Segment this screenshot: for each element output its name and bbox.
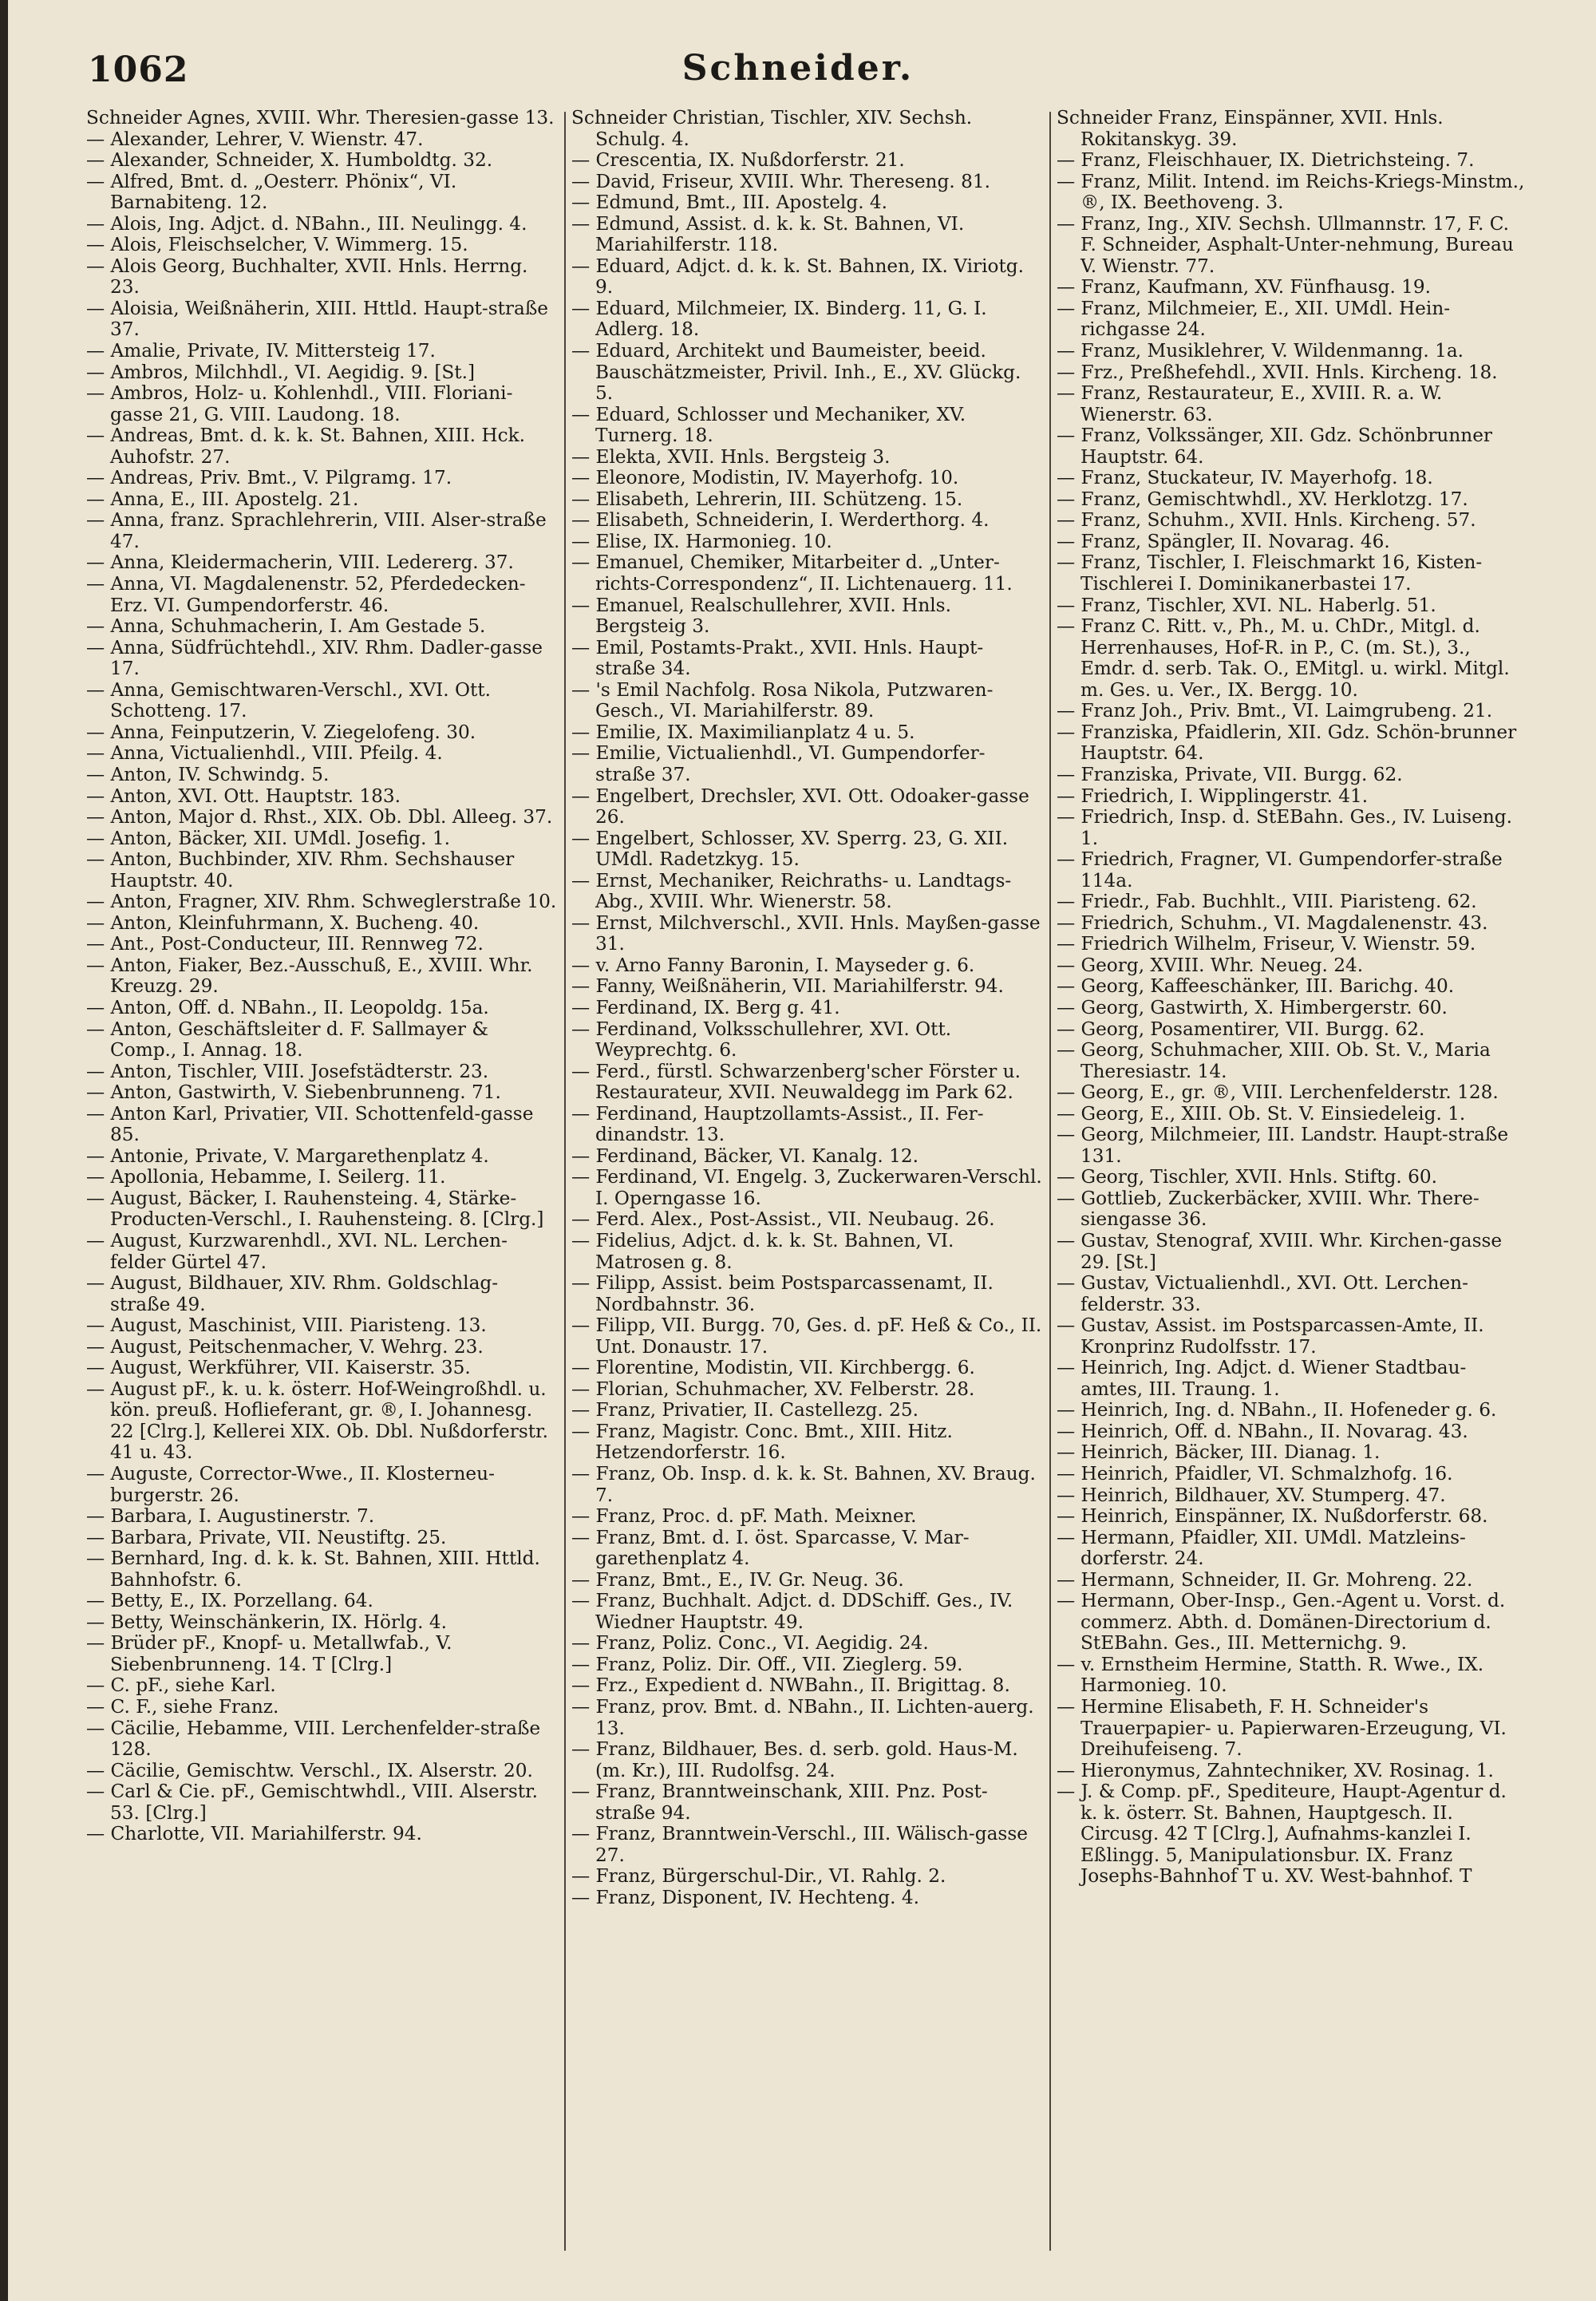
directory-entry: — Franz, Disponent, IV. Hechteng. 4.: [571, 1886, 919, 1908]
directory-entry: — J. & Comp. pF., Spediteure, Haupt-Agentur d. k. k. österr. St. Bahnen, Hauptgesch. II. Circusg. 42 T [Clrg.], Aufnahms-kanzlei I. Eßlingg. 5, Manipulationsbur. IX. Franz Josephs-Bahnhof T u. XV. West-bahnhof. T: [1057, 1781, 1507, 1888]
directory-entry: — Franz, Poliz. Conc., VI. Aegidig. 24.: [571, 1632, 929, 1655]
directory-entry: — Hermine Elisabeth, F. H. Schneider's Trauerpapier- u. Papierwaren-Erzeugung, VI. Dreihufeiseng. 7.: [1057, 1696, 1507, 1761]
directory-entry: — Franz Joh., Priv. Bmt., VI. Laimgrubeng. 21.: [1057, 700, 1493, 722]
directory-entry: — Franz, Gemischtwhdl., XV. Herklotzg. 17.: [1057, 488, 1468, 510]
directory-entry: — Fanny, Weißnäherin, VII. Mariahilferstr. 94.: [571, 975, 1004, 998]
directory-entry: — Franz, Bmt., E., IV. Gr. Neug. 36.: [571, 1568, 904, 1591]
directory-entry: — Florentine, Modistin, VII. Kirchbergg. 6.: [571, 1357, 975, 1379]
directory-entry: — Anna, Kleidermacherin, VIII. Ledererg. 37.: [86, 552, 514, 574]
directory-entry: — Friedrich, Insp. d. StEBahn. Ges., IV. Luiseng. 1.: [1057, 806, 1513, 849]
directory-entry: — Frz., Preßhefehdl., XVII. Hnls. Kircheng. 18.: [1057, 361, 1498, 383]
directory-entry: — Heinrich, Ing. d. NBahn., II. Hofeneder g. 6.: [1057, 1399, 1497, 1421]
directory-entry: — Betty, E., IX. Porzellang. 64.: [86, 1590, 373, 1612]
directory-entry: — August pF., k. u. k. österr. Hof-Weingroßhdl. u. kön. preuß. Hoflieferant, gr. ®, I. Johannesg. 22 [Clrg.], Kellerei XIX. Ob. Dbl. Nußdorferstr. 41 u. 43.: [86, 1378, 548, 1464]
directory-entry: — Franz, Buchhalt. Adjct. d. DDSchiff. Ges., IV. Wiedner Hauptstr. 49.: [571, 1590, 1013, 1633]
directory-entry: — Alexander, Lehrer, V. Wienstr. 47.: [86, 128, 424, 150]
directory-entry: — Franz, Branntweinschank, XIII. Pnz. Post-straße 94.: [571, 1781, 988, 1824]
column-rule: [1049, 112, 1051, 2251]
directory-entry: — Franz, Fleischhauer, IX. Dietrichsteing. 7.: [1057, 149, 1475, 172]
directory-entry: — Ernst, Milchverschl., XVII. Hnls. Mayßen-gasse 31.: [571, 911, 1041, 955]
directory-entry: — Georg, Milchmeier, III. Landstr. Haupt-straße 131.: [1057, 1124, 1509, 1167]
directory-entry: — Franz, Milit. Intend. im Reichs-Kriegs-Minstm., ®, IX. Beethoveng. 3.: [1057, 170, 1525, 214]
directory-entry: — Filipp, VII. Burgg. 70, Ges. d. pF. Heß & Co., II. Unt. Donaustr. 17.: [571, 1315, 1042, 1358]
directory-entry: — Franz, Branntwein-Verschl., III. Wälisch-gasse 27.: [571, 1823, 1028, 1866]
directory-entry: — Cäcilie, Hebamme, VIII. Lerchenfelder-straße 128.: [86, 1717, 541, 1761]
directory-entry: — Emilie, Victualienhdl., VI. Gumpendorfer-straße 37.: [571, 742, 986, 785]
directory-entry: — Antonie, Private, V. Margarethenplatz 4.: [86, 1145, 489, 1167]
directory-entry: — Ant., Post-Conducteur, III. Rennweg 72.: [86, 933, 484, 955]
directory-entry: — Ferdinand, Hauptzollamts-Assist., II. Fer-dinandstr. 13.: [571, 1102, 984, 1146]
directory-entry: — v. Ernstheim Hermine, Statth. R. Wwe., IX. Harmonieg. 10.: [1057, 1653, 1484, 1697]
directory-entry: — Auguste, Corrector-Wwe., II. Klosterneu-burgerstr. 26.: [86, 1463, 495, 1506]
directory-entry: — C. F., siehe Franz.: [86, 1696, 279, 1718]
directory-entry: — Emanuel, Realschullehrer, XVII. Hnls. Bergsteig 3.: [571, 594, 951, 638]
directory-entry: — Andreas, Bmt. d. k. k. St. Bahnen, XIII. Hck. Auhofstr. 27.: [86, 425, 526, 468]
directory-entry: — Eduard, Adjct. d. k. k. St. Bahnen, IX. Viriotg. 9.: [571, 255, 1024, 298]
directory-entry: Schneider Christian, Tischler, XIV. Sechsh. Schulg. 4.: [571, 107, 973, 150]
directory-entry: — Frz., Expedient d. NWBahn., II. Brigittag. 8.: [571, 1674, 1010, 1697]
directory-entry: — Elekta, XVII. Hnls. Bergsteig 3.: [571, 445, 891, 468]
directory-entry: — Engelbert, Schlosser, XV. Sperrg. 23, G. XII. UMdl. Radetzkyg. 15.: [571, 827, 1009, 871]
directory-entry: — Engelbert, Drechsler, XVI. Ott. Odoaker-gasse 26.: [571, 785, 1029, 828]
directory-entry: — Elise, IX. Harmonieg. 10.: [571, 530, 832, 552]
directory-entry: — Franziska, Private, VII. Burgg. 62.: [1057, 763, 1403, 785]
directory-entry: — Barbara, I. Augustinerstr. 7.: [86, 1505, 375, 1528]
directory-entry: — Anton, Major d. Rhst., XIX. Ob. Dbl. Alleeg. 37.: [86, 806, 553, 828]
directory-entry: — Franz, Ing., XIV. Sechsh. Ullmannstr. 17, F. C. F. Schneider, Asphalt-Unter-nehmung, Bureau V. Wienstr. 77.: [1057, 212, 1514, 277]
directory-entry: — Eleonore, Modistin, IV. Mayerhofg. 10.: [571, 467, 959, 489]
directory-entry: — Andreas, Priv. Bmt., V. Pilgramg. 17.: [86, 467, 452, 489]
directory-entry: — August, Bildhauer, XIV. Rhm. Goldschlag-straße 49.: [86, 1272, 499, 1315]
directory-entry: — Edmund, Assist. d. k. k. St. Bahnen, VI. Mariahilferstr. 118.: [571, 212, 965, 256]
directory-entry: — Amalie, Private, IV. Mittersteig 17.: [86, 340, 436, 362]
directory-entry: — Heinrich, Bäcker, III. Dianag. 1.: [1057, 1441, 1381, 1464]
directory-entry: — Alfred, Bmt. d. „Oesterr. Phönix“, VI. Barnabiteng. 12.: [86, 170, 457, 214]
directory-entry: — Apollonia, Hebamme, I. Seilerg. 11.: [86, 1166, 446, 1188]
directory-entry: — Aloisia, Weißnäherin, XIII. Httld. Haupt-straße 37.: [86, 297, 549, 341]
directory-entry: — C. pF., siehe Karl.: [86, 1674, 276, 1697]
directory-entry: — Gustav, Stenograf, XVIII. Whr. Kirchen-gasse 29. [St.]: [1057, 1229, 1503, 1273]
directory-entry: — Anton, Kleinfuhrmann, X. Bucheng. 40.: [86, 911, 480, 934]
directory-entry: — Anton, Fiaker, Bez.-Ausschuß, E., XVIII. Whr. Kreuzg. 29.: [86, 954, 533, 998]
directory-entry: — Ambros, Milchhdl., VI. Aegidig. 9. [St.]: [86, 361, 475, 383]
directory-entry: — Franziska, Pfaidlerin, XII. Gdz. Schön-brunner Hauptstr. 64.: [1057, 721, 1517, 765]
directory-entry: — August, Bäcker, I. Rauhensteing. 4, Stärke-Producten-Verschl., I. Rauhensteing. 8. [Clrg.]: [86, 1187, 544, 1231]
left-page-edge: [0, 0, 8, 2301]
directory-entry: — Gustav, Assist. im Postsparcassen-Amte, II. Kronprinz Rudolfsstr. 17.: [1057, 1315, 1484, 1358]
directory-entry: — Hermann, Schneider, II. Gr. Mohreng. 22.: [1057, 1568, 1473, 1591]
directory-entry: — Franz, Ob. Insp. d. k. k. St. Bahnen, XV. Braug. 7.: [571, 1463, 1036, 1506]
directory-entry: — Franz, Bildhauer, Bes. d. serb. gold. Haus-M. (m. Kr.), III. Rudolfsg. 24.: [571, 1738, 1018, 1781]
directory-entry: — Ferd. Alex., Post-Assist., VII. Neubaug. 26.: [571, 1208, 995, 1231]
directory-entry: — Eduard, Schlosser und Mechaniker, XV. Turnerg. 18.: [571, 403, 966, 447]
directory-entry: — Franz, Bürgerschul-Dir., VI. Rahlg. 2.: [571, 1865, 946, 1888]
directory-entry: — Georg, Posamentirer, VII. Burgg. 62.: [1057, 1018, 1425, 1040]
page-heading: Schneider.: [681, 48, 915, 89]
directory-entry: — Friedrich, Schuhm., VI. Magdalenenstr. 43.: [1057, 911, 1488, 934]
directory-entry: — Alois Georg, Buchhalter, XVII. Hnls. Herrng. 23.: [86, 255, 528, 298]
directory-entry: — Franz, prov. Bmt. d. NBahn., II. Lichten-auerg. 13.: [571, 1696, 1034, 1739]
directory-entry: — Brüder pF., Knopf- u. Metallwfab., V. Siebenbrunneng. 14. T [Clrg.]: [86, 1632, 452, 1675]
directory-entry: — Georg, E., XIII. Ob. St. V. Einsiedeleig. 1.: [1057, 1102, 1466, 1125]
directory-entry: — Franz, Proc. d. pF. Math. Meixner.: [571, 1505, 917, 1528]
page-number: 1062: [88, 49, 189, 90]
column-1: [86, 108, 557, 1845]
directory-entry: — Franz, Privatier, II. Castellezg. 25.: [571, 1399, 919, 1421]
directory-entry: — Alexander, Schneider, X. Humboldtg. 32.: [86, 149, 493, 172]
directory-entry: — Franz, Kaufmann, XV. Fünfhausg. 19.: [1057, 276, 1432, 298]
directory-entry: — Betty, Weinschänkerin, IX. Hörlg. 4.: [86, 1611, 448, 1633]
directory-entry: — Anna, Victualienhdl., VIII. Pfeilg. 4.: [86, 742, 443, 765]
directory-entry: — Anton, IV. Schwindg. 5.: [86, 763, 330, 785]
directory-entry: — Anton, Bäcker, XII. UMdl. Josefig. 1.: [86, 827, 450, 849]
directory-entry: — Anton, Geschäftsleiter d. F. Sallmayer & Comp., I. Annag. 18.: [86, 1018, 488, 1062]
directory-entry: — Elisabeth, Lehrerin, III. Schützeng. 15.: [571, 488, 963, 510]
directory-entry: — Franz, Magistr. Conc. Bmt., XIII. Hitz. Hetzendorferstr. 16.: [571, 1420, 953, 1464]
directory-entry: — Franz, Bmt. d. I. öst. Sparcasse, V. Mar-garethenplatz 4.: [571, 1526, 970, 1570]
directory-entry: — Carl & Cie. pF., Gemischtwhdl., VIII. Alserstr. 53. [Clrg.]: [86, 1781, 538, 1824]
directory-entry: — Franz, Tischler, I. Fleischmarkt 16, Kisten-Tischlerei I. Dominikanerbastei 17.: [1057, 552, 1483, 595]
directory-entry: — Eduard, Architekt und Baumeister, beeid. Bauschätzmeister, Privil. Inh., E., XV. Glückg. 5.: [571, 340, 1021, 405]
directory-entry: Schneider Franz, Einspänner, XVII. Hnls. Rokitanskyg. 39.: [1057, 107, 1444, 150]
directory-entry: — Friedr., Fab. Buchhlt., VIII. Piaristeng. 62.: [1057, 891, 1477, 913]
directory-entry: — Franz, Tischler, XVI. NL. Haberlg. 51.: [1057, 594, 1436, 616]
directory-entry: — Franz C. Ritt. v., Ph., M. u. ChDr., Mitgl. d. Herrenhauses, Hof-R. in P., C. (m. St.), 3., Emdr. d. serb. Tak. O., EMitgl. u. wirkl. Mitgl. m. Ges. u. Ver., IX. Bergg. 10.: [1057, 615, 1510, 701]
directory-entry: — Filipp, Assist. beim Postsparcassenamt, II. Nordbahnstr. 36.: [571, 1272, 994, 1315]
directory-entry: Schneider Agnes, XVIII. Whr. Theresien-gasse 13.: [86, 107, 555, 128]
directory-entry: — Emilie, IX. Maximilianplatz 4 u. 5.: [571, 721, 915, 743]
directory-entry: — Georg, Schuhmacher, XIII. Ob. St. V., Maria Theresiastr. 14.: [1057, 1039, 1491, 1082]
directory-entry: — Ferd., fürstl. Schwarzenberg'scher Förster u. Restaurateur, XVII. Neuwaldegg im Park 62.: [571, 1060, 1021, 1104]
directory-entry: — Alois, Fleischselcher, V. Wimmerg. 15.: [86, 234, 468, 256]
directory-entry: — Alois, Ing. Adjct. d. NBahn., III. Neulingg. 4.: [86, 212, 527, 235]
directory-entry: — Anton, XVI. Ott. Hauptstr. 183.: [86, 785, 401, 807]
directory-entry: — Emil, Postamts-Prakt., XVII. Hnls. Haupt-straße 34.: [571, 636, 984, 680]
column-2: [571, 108, 1042, 1908]
directory-entry: — Anton, Off. d. NBahn., II. Leopoldg. 15a.: [86, 996, 489, 1018]
directory-entry: — Florian, Schuhmacher, XV. Felberstr. 28.: [571, 1378, 975, 1400]
directory-entry: — Franz, Schuhm., XVII. Hnls. Kircheng. 57.: [1057, 509, 1476, 532]
directory-entry: — August, Werkführer, VII. Kaiserstr. 35.: [86, 1357, 471, 1379]
column-3: [1057, 108, 1527, 1888]
directory-entry: — Anton, Gastwirth, V. Siebenbrunneng. 71.: [86, 1081, 501, 1104]
directory-entry: — Hermann, Pfaidler, XII. UMdl. Matzleins-dorferstr. 24.: [1057, 1526, 1466, 1570]
directory-entry: — Ferdinand, Bäcker, VI. Kanalg. 12.: [571, 1145, 919, 1167]
directory-entry: — August, Maschinist, VIII. Piaristeng. 13.: [86, 1315, 487, 1337]
directory-entry: — Georg, Tischler, XVII. Hnls. Stiftg. 60.: [1057, 1166, 1438, 1188]
directory-entry: — Heinrich, Off. d. NBahn., II. Novarag. 43.: [1057, 1420, 1468, 1442]
directory-entry: — Georg, Kaffeeschänker, III. Barichg. 40.: [1057, 975, 1455, 998]
column-rule: [564, 112, 566, 2251]
directory-entry: — Anton Karl, Privatier, VII. Schottenfeld-gasse 85.: [86, 1102, 534, 1146]
directory-entry: — Franz, Volkssänger, XII. Gdz. Schönbrunner Hauptstr. 64.: [1057, 425, 1493, 468]
directory-entry: — Cäcilie, Gemischtw. Verschl., IX. Alserstr. 20.: [86, 1759, 533, 1781]
directory-entry: — Friedrich, I. Wipplingerstr. 41.: [1057, 785, 1369, 807]
directory-entry: — Anna, VI. Magdalenenstr. 52, Pferdedecken-Erz. VI. Gumpendorferstr. 46.: [86, 573, 526, 616]
directory-entry: — Friedrich Wilhelm, Friseur, V. Wienstr. 59.: [1057, 933, 1476, 955]
directory-entry: — August, Peitschenmacher, V. Wehrg. 23.: [86, 1335, 484, 1358]
directory-entry: — Fidelius, Adjct. d. k. k. St. Bahnen, VI. Matrosen g. 8.: [571, 1229, 954, 1273]
directory-entry: — Franz, Stuckateur, IV. Mayerhofg. 18.: [1057, 467, 1433, 489]
directory-entry: — Franz, Musiklehrer, V. Wildenmanng. 1a.: [1057, 340, 1464, 362]
directory-entry: — Anton, Buchbinder, XIV. Rhm. Sechshauser Hauptstr. 40.: [86, 848, 515, 892]
directory-entry: — Ferdinand, Volksschullehrer, XVI. Ott. Weyprechtg. 6.: [571, 1018, 952, 1062]
directory-entry: — Anna, Südfrüchtehdl., XIV. Rhm. Dadler-gasse 17.: [86, 636, 543, 680]
directory-entry: — Charlotte, VII. Mariahilferstr. 94.: [86, 1823, 422, 1845]
directory-entry: — Franz, Restaurateur, E., XVIII. R. a. W. Wienerstr. 63.: [1057, 382, 1443, 425]
directory-entry: — Franz, Milchmeier, E., XII. UMdl. Hein-richgasse 24.: [1057, 297, 1451, 341]
directory-entry: — Anton, Fragner, XIV. Rhm. Schweglerstraße 10.: [86, 891, 557, 913]
directory-entry: — Anton, Tischler, VIII. Josefstädterstr. 23.: [86, 1060, 489, 1082]
directory-entry: — Georg, XVIII. Whr. Neueg. 24.: [1057, 954, 1364, 976]
directory-entry: — Elisabeth, Schneiderin, I. Werderthorg. 4.: [571, 509, 990, 532]
directory-entry: — Eduard, Milchmeier, IX. Binderg. 11, G. I. Adlerg. 18.: [571, 297, 987, 341]
directory-entry: — Georg, Gastwirth, X. Himbergerstr. 60.: [1057, 996, 1448, 1018]
directory-entry: — Crescentia, IX. Nußdorferstr. 21.: [571, 149, 905, 172]
directory-entry: — Georg, E., gr. ®, VIII. Lerchenfelderstr. 128.: [1057, 1081, 1499, 1104]
directory-entry: — Barbara, Private, VII. Neustiftg. 25.: [86, 1526, 447, 1548]
directory-entry: — Gustav, Victualienhdl., XVI. Ott. Lerchen-felderstr. 33.: [1057, 1272, 1468, 1315]
directory-entry: — v. Arno Fanny Baronin, I. Mayseder g. 6.: [571, 954, 975, 976]
directory-entry: — Hieronymus, Zahntechniker, XV. Rosinag. 1.: [1057, 1759, 1494, 1781]
directory-entry: — Franz, Poliz. Dir. Off., VII. Zieglerg. 59.: [571, 1653, 963, 1675]
directory-entry: — Edmund, Bmt., III. Apostelg. 4.: [571, 192, 888, 214]
directory-entry: — 's Emil Nachfolg. Rosa Nikola, Putzwaren-Gesch., VI. Mariahilferstr. 89.: [571, 678, 994, 722]
directory-entry: — Franz, Spängler, II. Novarag. 46.: [1057, 530, 1390, 552]
directory-entry: — Ambros, Holz- u. Kohlenhdl., VIII. Floriani-gasse 21, G. VIII. Laudong. 18.: [86, 382, 513, 425]
directory-entry: — Bernhard, Ing. d. k. k. St. Bahnen, XIII. Httld. Bahnhofstr. 6.: [86, 1548, 540, 1591]
directory-entry: — Anna, Feinputzerin, V. Ziegelofeng. 30.: [86, 721, 476, 743]
directory-entry: — Hermann, Ober-Insp., Gen.-Agent u. Vorst. d. commerz. Abth. d. Domänen-Directorium d. StEBahn. Ges., III. Metternichg. 9.: [1057, 1590, 1506, 1655]
directory-entry: — August, Kurzwarenhdl., XVI. NL. Lerchen-felder Gürtel 47.: [86, 1229, 508, 1273]
directory-entry: — Heinrich, Pfaidler, VI. Schmalzhofg. 16.: [1057, 1463, 1453, 1485]
directory-entry: — Heinrich, Einspänner, IX. Nußdorferstr. 68.: [1057, 1505, 1488, 1528]
directory-entry: — David, Friseur, XVIII. Whr. Thereseng. 81.: [571, 170, 990, 192]
directory-entry: — Ferdinand, VI. Engelg. 3, Zuckerwaren-Verschl. I. Operngasse 16.: [571, 1166, 1042, 1209]
directory-entry: — Emanuel, Chemiker, Mitarbeiter d. „Unter-richts-Correspondenz“, II. Lichtenauerg. 11.: [571, 552, 1013, 595]
directory-entry: — Anna, Schuhmacherin, I. Am Gestade 5.: [86, 615, 486, 638]
directory-entry: — Anna, franz. Sprachlehrerin, VIII. Alser-straße 47.: [86, 509, 547, 552]
directory-entry: — Friedrich, Fragner, VI. Gumpendorfer-straße 114a.: [1057, 848, 1503, 892]
directory-entry: — Anna, Gemischtwaren-Verschl., XVI. Ott. Schotteng. 17.: [86, 678, 492, 722]
directory-entry: — Anna, E., III. Apostelg. 21.: [86, 488, 359, 510]
directory-entry: — Gottlieb, Zuckerbäcker, XVIII. Whr. There-siengasse 36.: [1057, 1187, 1479, 1231]
directory-entry: — Heinrich, Bildhauer, XV. Stumperg. 47.: [1057, 1484, 1446, 1506]
directory-entry: — Ferdinand, IX. Berg g. 41.: [571, 996, 840, 1018]
directory-entry: — Ernst, Mechaniker, Reichraths- u. Landtags-Abg., XVIII. Whr. Wienerstr. 58.: [571, 869, 1012, 913]
directory-entry: — Heinrich, Ing. Adjct. d. Wiener Stadtbau-amtes, III. Traung. 1.: [1057, 1357, 1467, 1400]
